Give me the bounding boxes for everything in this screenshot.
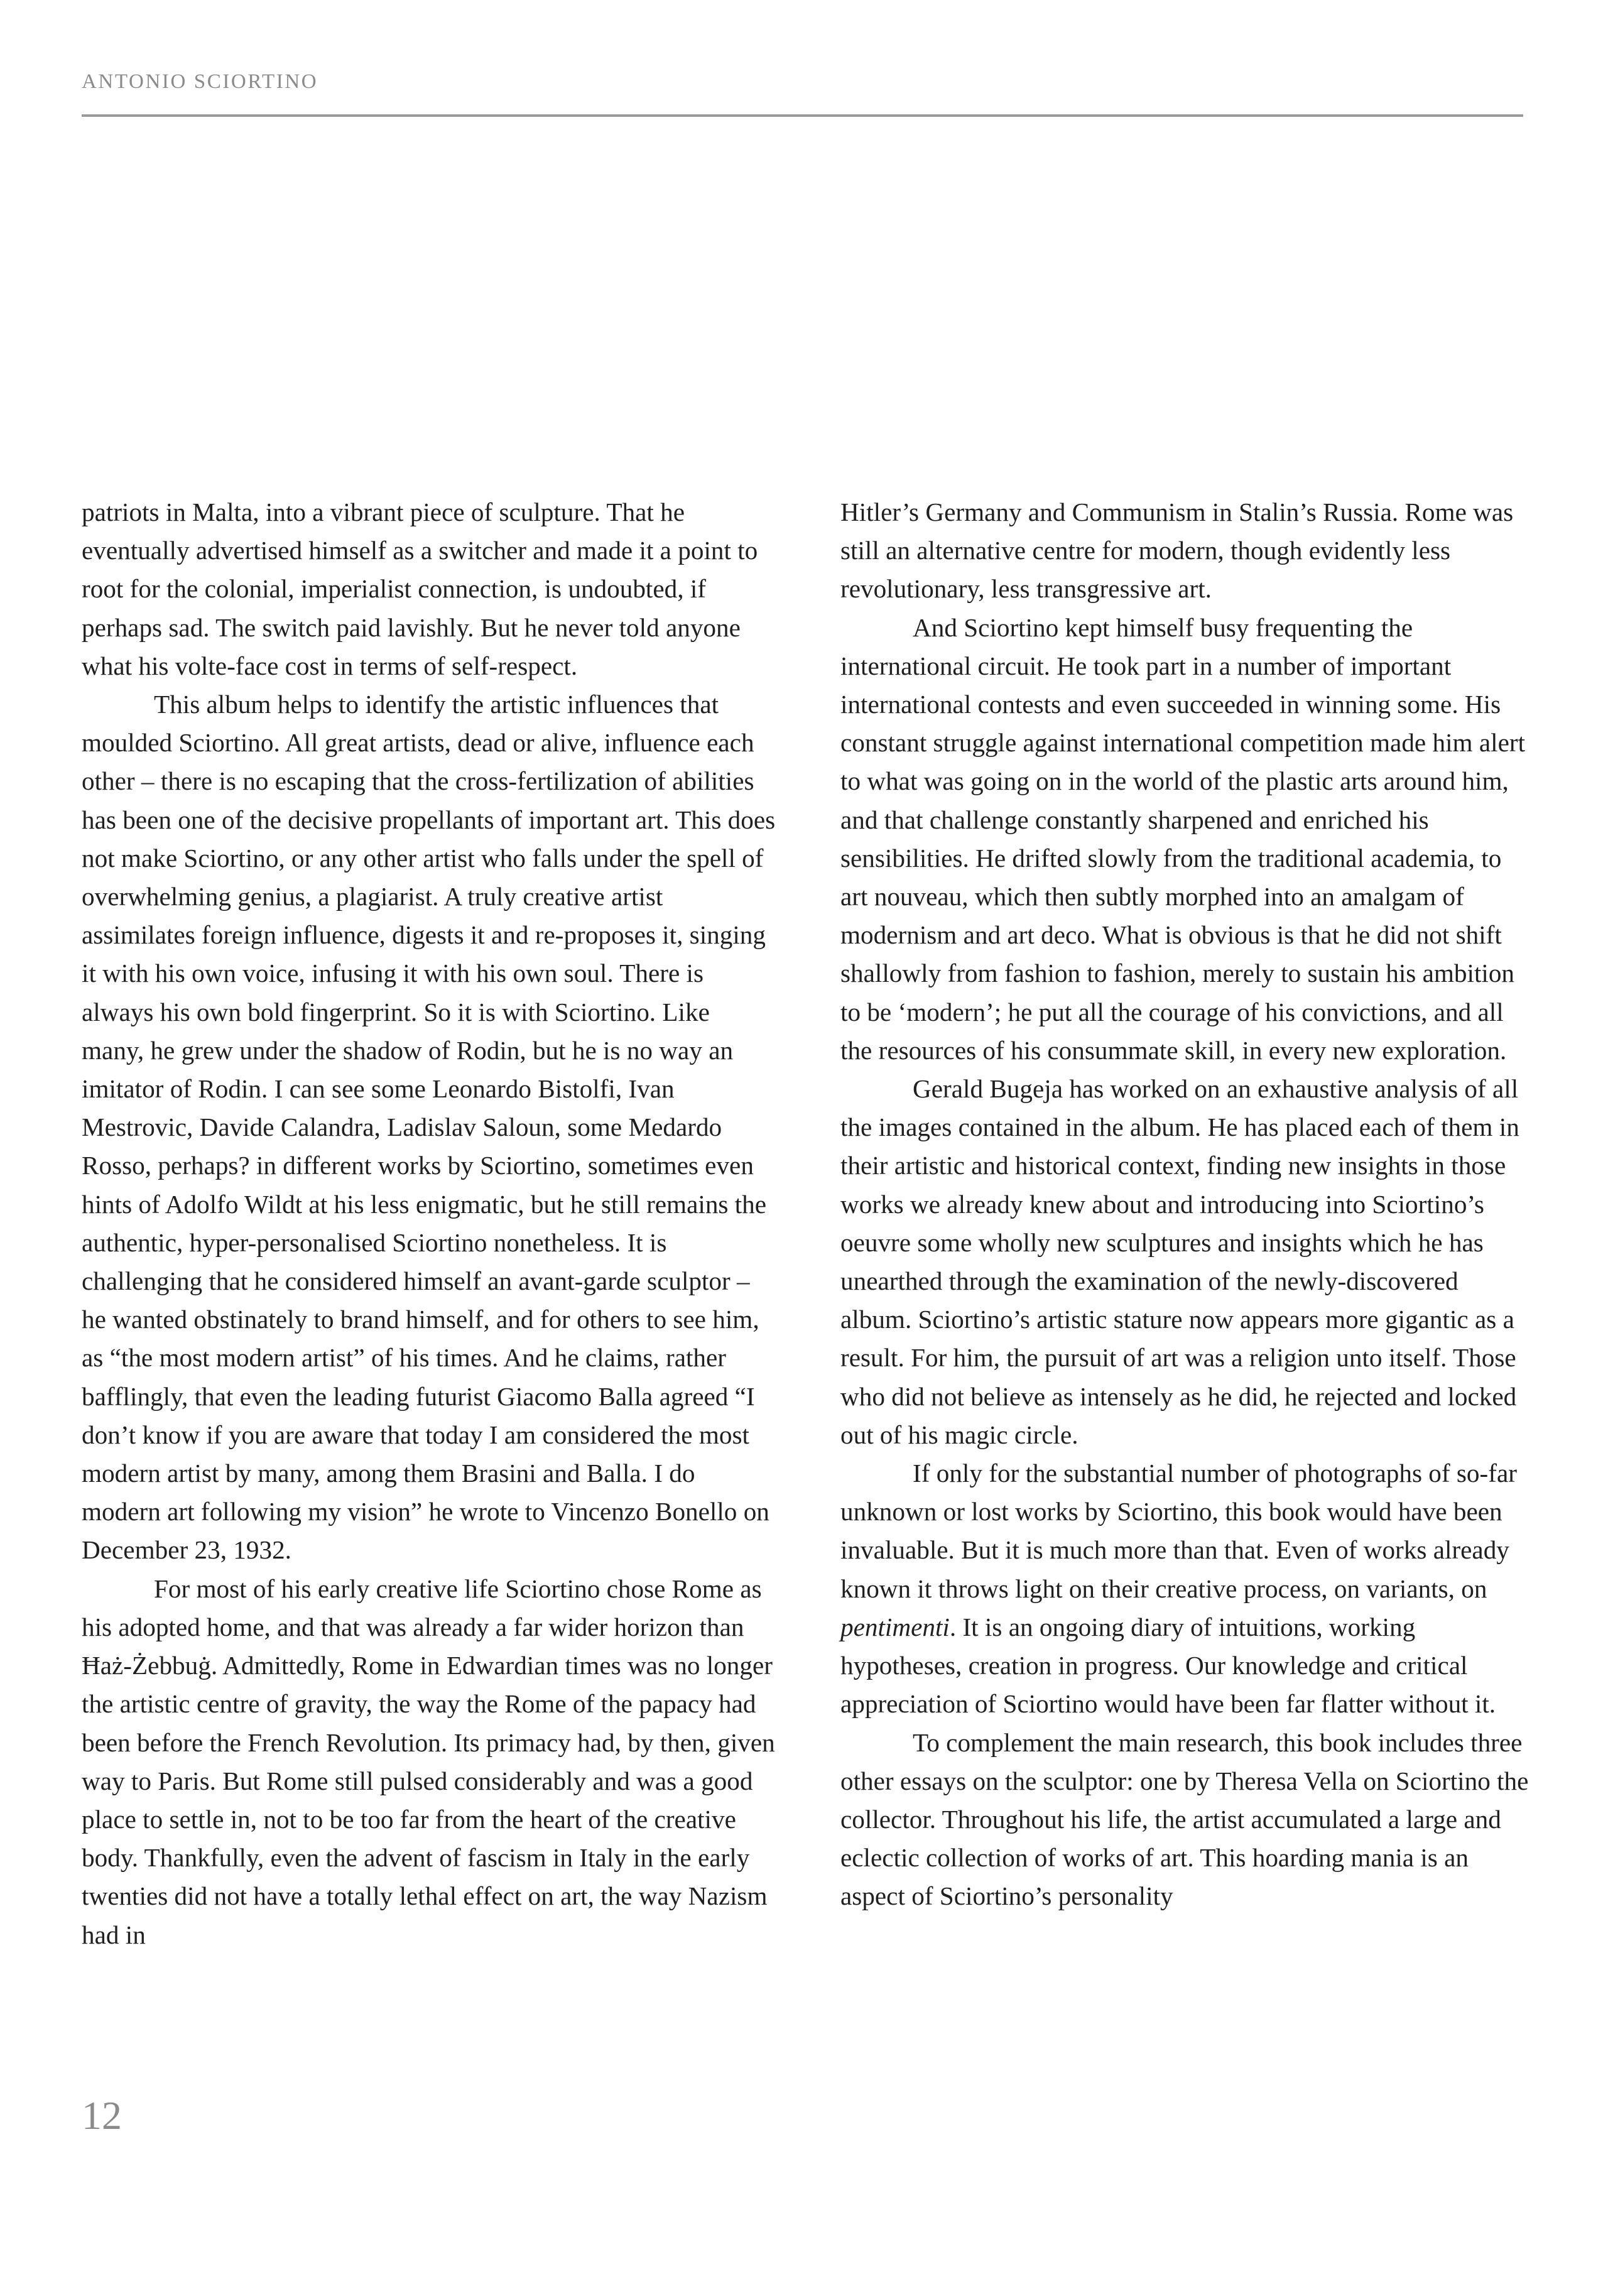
right-column [840, 493, 1535, 1916]
paragraph [840, 1454, 1535, 1723]
left-column [82, 493, 776, 1954]
running-head: ANTONIO SCIORTINO [82, 70, 318, 93]
header-rule [82, 114, 1523, 117]
paragraph-text: . It is an ongoing diary of intuitions, working hypotheses, creation in progress. Our knowledge and critical appreciation of Sciortino would have been far flatter without it. [840, 1612, 1496, 1719]
paragraph: patriots in Malta, into a vibrant piece of sculpture. That he eventually advertised himself as a switcher and made it a point to root for the colonial, imperialist connection, is undoubted, if perhaps sad. The switch paid lavishly. But he never told anyone what his volte-face cost in terms of self-respect. [82, 498, 758, 680]
paragraph: To complement the main research, this book includes three other essays on the sculptor: one by Theresa Vella on Sciortino the collector. Throughout his life, the artist accumulated a large and eclectic collection of works of art. This hoarding mania is an aspect of Sciortino’s personality [840, 1727, 1529, 1911]
paragraph: Gerald Bugeja has worked on an exhaustive analysis of all the images contained in the album. He has placed each of them in their artistic and historical context, finding new insights in those works we already knew about and introducing into Sciortino’s oeuvre some wholly new sculptures and insights which he has unearthed through the examination of the newly-discovered album. Sciortino’s artistic stature now appears more gigantic as a result. For him, the pursuit of art was a religion unto itself. Those who did not believe as intensely as he did, he rejected and locked out of his magic circle. [840, 1074, 1519, 1449]
page-number: 12 [82, 2093, 122, 2138]
paragraph: And Sciortino kept himself busy frequenting the international circuit. He took part in a number of important international contests and even succeeded in winning some. His constant struggle against international competition made him alert to what was going on in the world of the plastic arts around him, and that challenge constantly sharpened and enriched his sensibilities. He drifted slowly from the traditional academia, to art nouveau, which then subtly morphed into an amalgam of modernism and art deco. What is obvious is that he did not shift shallowly from fashion to fashion, merely to sustain his ambition to be ‘modern’; he put all the courage of his convictions, and all the resources of his consummate skill, in every new exploration. [840, 612, 1526, 1065]
paragraph: For most of his early creative life Sciortino chose Rome as his adopted home, and that was already a far wider horizon than Ħaż-Żebbuġ. Admittedly, Rome in Edwardian times was no longer the artistic centre of gravity, the way the Rome of the papacy had been before the French Revolution. Its primacy had, by then, given way to Paris. But Rome still pulsed considerably and was a good place to settle in, not to be too far from the heart of the creative body. Thankfully, even the advent of fascism in Italy in the early twenties did not have a totally lethal effect on art, the way Nazism had in [82, 1574, 775, 1949]
italic-term: pentimenti [840, 1612, 950, 1641]
paragraph: This album helps to identify the artistic influences that moulded Sciortino. All great artists, dead or alive, influence each other – there is no escaping that the cross-fertilization of abilities has been one of the decisive propellants of important art. This does not make Sciortino, or any other artist who falls under the spell of overwhelming genius, a plagiarist. A truly creative artist assimilates foreign influence, digests it and re-proposes it, singing it with his own voice, infusing it with his own soul. There is always his own bold fingerprint. So it is with Sciortino. Like many, he grew under the shadow of Rodin, but he is no way an imitator of Rodin. I can see some Leonardo Bistolfi, Ivan Mestrovic, Davide Calandra, Ladislav Saloun, some Medardo Rosso, perhaps? in different works by Sciortino, sometimes even hints of Adolfo Wildt at his less enigmatic, but he still remains the authentic, hyper-personalised Sciortino nonetheless. It is challenging that he considered himself an avant-garde sculptor – he wanted obstinately to brand himself, and for others to see him, as “the most modern artist” of his times. And he claims, rather bafflingly, that even the leading futurist Giacomo Balla agreed “I don’t know if you are aware that today I am considered the most modern artist by many, among them Brasini and Balla. I do modern art following my vision” he wrote to Vincenzo Bonello on December 23, 1932. [82, 690, 776, 1565]
paragraph: Hitler’s Germany and Communism in Stalin’s Russia. Rome was still an alternative centre for modern, though evidently less revolutionary, less transgressive art. [840, 498, 1514, 604]
paragraph-text: If only for the substantial number of photographs of so-far unknown or lost works by Sciortino, this book would have been invaluable. But it is much more than that. Even of works already known it throws light on their creative process, on variants, on [840, 1459, 1517, 1603]
